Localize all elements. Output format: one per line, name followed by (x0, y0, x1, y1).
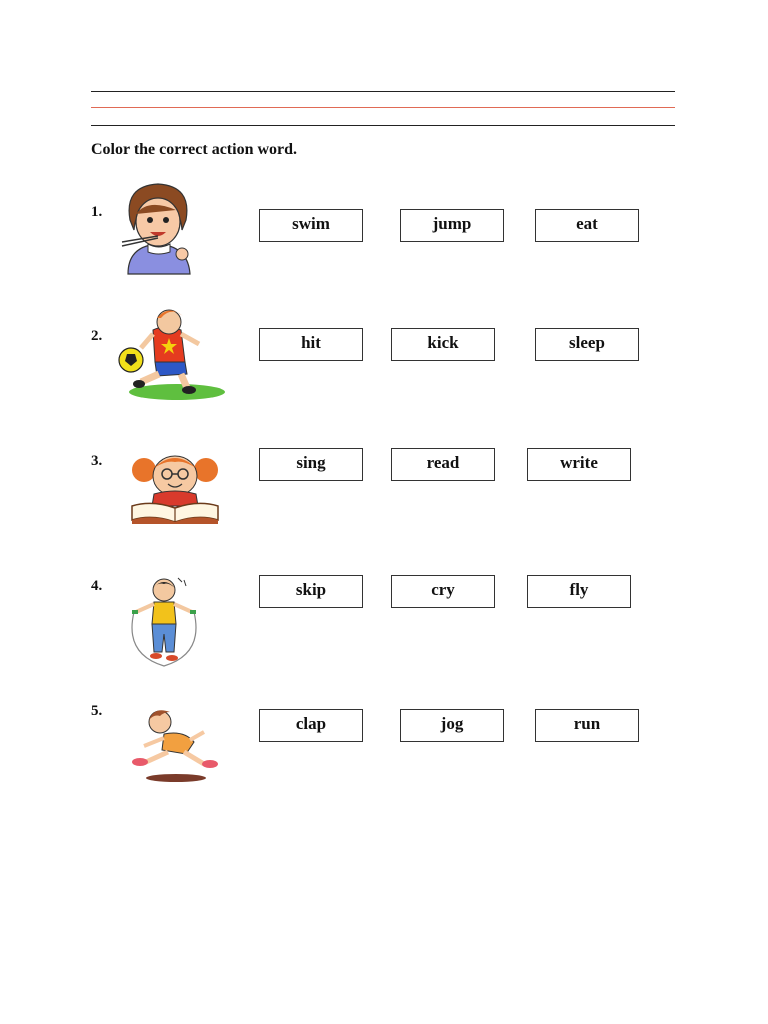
option-hit[interactable]: hit (259, 328, 363, 361)
option-skip[interactable]: skip (259, 575, 363, 608)
option-eat[interactable]: eat (535, 209, 639, 242)
question-number: 1. (91, 204, 103, 220)
option-clap[interactable]: clap (259, 709, 363, 742)
top-guide-line (91, 91, 675, 92)
option-jump[interactable]: jump (400, 209, 504, 242)
girl-eating-icon (118, 180, 198, 278)
option-read[interactable]: read (391, 448, 495, 481)
option-kick[interactable]: kick (391, 328, 495, 361)
boy-skipping-rope-icon (124, 574, 204, 674)
question-number: 5. (91, 703, 103, 719)
boy-kicking-ball-icon (115, 304, 230, 404)
option-jog[interactable]: jog (400, 709, 504, 742)
question-number: 4. (91, 578, 103, 594)
option-swim[interactable]: swim (259, 209, 363, 242)
option-cry[interactable]: cry (391, 575, 495, 608)
option-run[interactable]: run (535, 709, 639, 742)
option-sleep[interactable]: sleep (535, 328, 639, 361)
question-number: 2. (91, 328, 103, 344)
girl-reading-book-icon (128, 448, 222, 528)
instruction-text: Color the correct action word. (91, 141, 298, 158)
option-sing[interactable]: sing (259, 448, 363, 481)
option-write[interactable]: write (527, 448, 631, 481)
question-number: 3. (91, 453, 103, 469)
bottom-guide-line (91, 125, 675, 126)
middle-guide-line (91, 107, 675, 108)
girl-running-icon (124, 706, 218, 786)
option-fly[interactable]: fly (527, 575, 631, 608)
